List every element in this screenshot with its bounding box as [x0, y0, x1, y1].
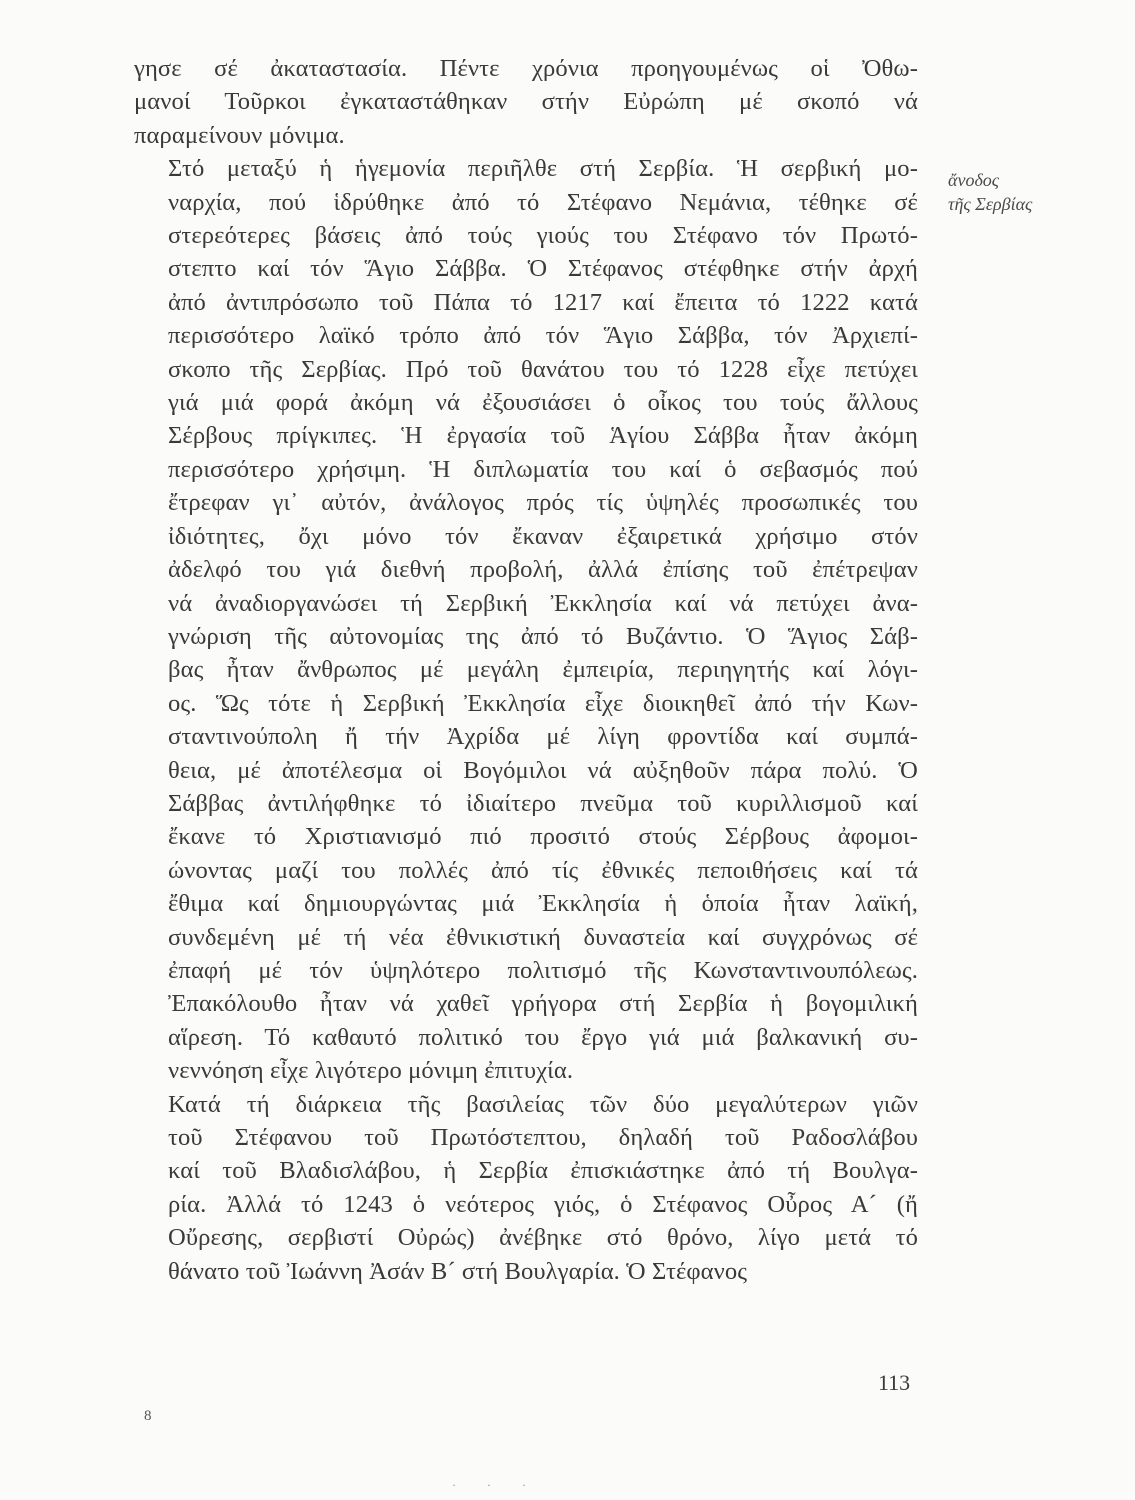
- scan-specks: · · ·: [452, 1478, 540, 1492]
- text-line: σκοπο τῆς Σερβίας. Πρό τοῦ θανάτου του τό 1228 εἶχε πετύχει: [168, 355, 918, 383]
- text-line: καί τοῦ Βλαδισλάβου, ἡ Σερβία ἐπισκιάστηκε ἀπό τή Βουλγα-: [168, 1157, 918, 1185]
- text-line: Κατά τή διάρκεια τῆς βασιλείας τῶν δύο μεγαλύτερων γιῶν: [168, 1090, 918, 1118]
- paragraph: [134, 52, 918, 152]
- text-line: Ἐπακόλουθο ἦταν νά χαθεῖ γρήγορα στή Σερβία ἡ βογομιλική: [168, 990, 918, 1018]
- text-line: γιά μιά φορά ἀκόμη νά ἐξουσιάσει ὁ οἶκος του τούς ἄλλους: [168, 389, 918, 417]
- text-line: ἔκανε τό Χριστιανισμό πιό προσιτό στούς Σέρβους ἀφομοι-: [168, 823, 918, 851]
- text-line: ώνοντας μαζί του πολλές ἀπό τίς ἐθνικές πεποιθήσεις καί τά: [168, 856, 918, 884]
- text-line: σταντινούπολη ἤ τήν Ἀχρίδα μέ λίγη φροντίδα καί συμπά-: [168, 723, 918, 751]
- printer-signature-mark: 8: [144, 1408, 152, 1424]
- text-line: ἔθιμα καί δημιουργώντας μιά Ἐκκλησία ἡ ὁποία ἦταν λαϊκή,: [168, 890, 918, 918]
- text-line: ναρχία, πού ἱδρύθηκε ἀπό τό Στέφανο Νεμάνια, τέθηκε σέ: [168, 188, 918, 216]
- margin-note-line-1: ἄνοδος: [948, 170, 1000, 190]
- text-line: Σέρβους πρίγκιπες. Ἡ ἐργασία τοῦ Ἁγίου Σάββα ἦταν ἀκόμη: [168, 422, 918, 450]
- text-line: τοῦ Στέφανου τοῦ Πρωτόστεπτου, δηλαδή τοῦ Ραδοσλάβου: [168, 1124, 918, 1151]
- text-line: Στό μεταξύ ἡ ἡγεμονία περιῆλθε στή Σερβία. Ἡ σερβική μο-: [168, 155, 918, 183]
- paragraph: [134, 152, 918, 1087]
- margin-note: [948, 168, 1108, 216]
- text-line: ἐπαφή μέ τόν ὑψηλότερο πολιτισμό τῆς Κωνσταντινουπόλεως.: [168, 956, 918, 984]
- text-line: αἵρεση. Τό καθαυτό πολιτικό του ἔργο γιά μιά βαλκανική συ-: [168, 1023, 918, 1051]
- main-text-column: [134, 52, 918, 1288]
- text-line: θάνατο τοῦ Ἰωάννη Ἀσάν Β´ στή Βουλγαρία. Ὁ Στέφανος: [168, 1257, 748, 1285]
- text-line: γνώριση τῆς αὐτονομίας της ἀπό τό Βυζάντιο. Ὁ Ἅγιος Σάβ-: [168, 622, 918, 650]
- text-line: ἔτρεφαν γι᾽ αὐτόν, ἀνάλογος πρός τίς ὑψηλές προσωπικές του: [168, 489, 918, 517]
- text-line: παραμείνουν μόνιμα.: [134, 121, 345, 149]
- text-line: ἀπό ἀντιπρόσωπο τοῦ Πάπα τό 1217 καί ἔπειτα τό 1222 κατά: [168, 288, 918, 316]
- text-line: ος. Ὥς τότε ἡ Σερβική Ἐκκλησία εἶχε διοικηθεῖ ἀπό τήν Κων-: [168, 689, 918, 717]
- paragraph: [134, 1088, 918, 1288]
- text-line: ἀδελφό του γιά διεθνή προβολή, ἀλλά ἐπίσης τοῦ ἐπέτρεψαν: [168, 556, 918, 584]
- text-line: μανοί Τοῦρκοι ἐγκαταστάθηκαν στήν Εὐρώπη μέ σκοπό νά: [134, 88, 918, 116]
- text-line: στεπτο καί τόν Ἅγιο Σάββα. Ὁ Στέφανος στέφθηκε στήν ἀρχή: [168, 255, 918, 283]
- text-line: περισσότερο χρήσιμη. Ἡ διπλωματία του καί ὁ σεβασμός πού: [168, 455, 918, 483]
- text-line: γησε σέ ἀκαταστασία. Πέντε χρόνια προηγουμένως οἱ Ὀθω-: [134, 55, 918, 82]
- text-line: Οὔρεσης, σερβιστί Οὐρώς) ἀνέβηκε στό θρόνο, λίγο μετά τό: [168, 1224, 918, 1252]
- text-line: νά ἀναδιοργανώσει τή Σερβική Ἐκκλησία καί νά πετύχει ἀνα-: [168, 589, 918, 617]
- text-line: θεια, μέ ἀποτέλεσμα οἱ Βογόμιλοι νά αὐξηθοῦν πάρα πολύ. Ὁ: [168, 756, 918, 784]
- page-number: 113: [878, 1370, 911, 1395]
- text-line: Σάββας ἀντιλήφθηκε τό ἰδιαίτερο πνεῦμα τοῦ κυριλλισμοῦ καί: [168, 789, 918, 817]
- text-line: βας ἦταν ἄνθρωπος μέ μεγάλη ἐμπειρία, περιηγητής καί λόγι-: [168, 656, 918, 684]
- text-line: στερεότερες βάσεις ἀπό τούς γιούς του Στέφανο τόν Πρωτό-: [168, 222, 918, 250]
- text-line: ἰδιότητες, ὄχι μόνο τόν ἔκαναν ἐξαιρετικά χρήσιμο στόν: [168, 522, 918, 550]
- text-line: νεννόηση εἶχε λιγότερο μόνιμη ἐπιτυχία.: [168, 1057, 574, 1085]
- text-line: περισσότερο λαϊκό τρόπο ἀπό τόν Ἅγιο Σάββα, τόν Ἀρχιεπί-: [168, 322, 918, 350]
- text-line: ρία. Ἀλλά τό 1243 ὁ νεότερος γιός, ὁ Στέφανος Οὖρος Α´ (ἤ: [168, 1190, 918, 1218]
- text-line: συνδεμένη μέ τή νέα ἐθνικιστική δυναστεία καί συγχρόνως σέ: [168, 923, 918, 951]
- margin-note-line-2: τῆς Σερβίας: [948, 194, 1033, 214]
